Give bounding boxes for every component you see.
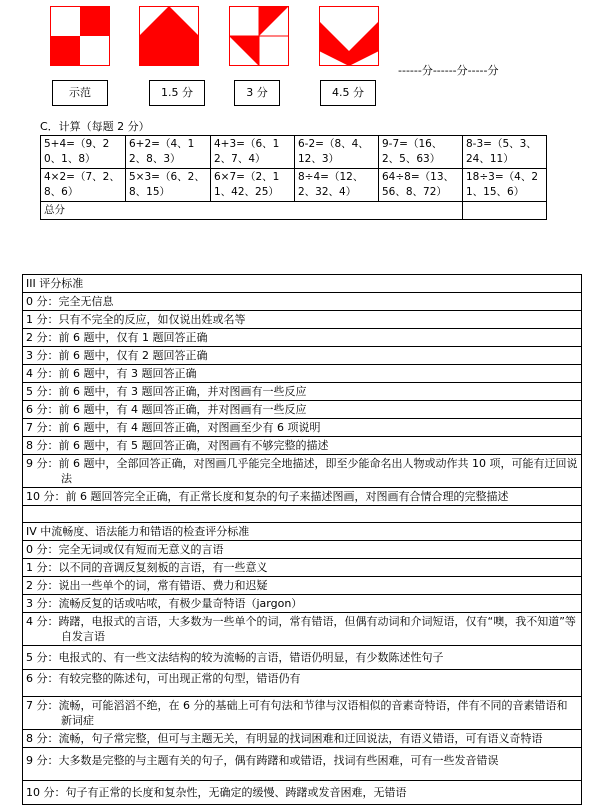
rubric3-item: 5 分：前 6 题中，有 3 题回答正确，并对图画有一些反应 xyxy=(23,383,582,401)
rubric4-item: 2 分：说出一些单个的词，常有错语、费力和迟疑 xyxy=(23,577,582,595)
score-blank-line: ------分------分-----分 xyxy=(398,64,499,77)
label-1-5: 1.5 分 xyxy=(149,80,205,106)
rubric4-item: 1 分：以不同的音调反复刻板的言语，有一些意义 xyxy=(23,559,582,577)
calc-cell: 9-7=（16、2、5、63） xyxy=(379,136,463,169)
calc-cell: 8-3=（5、3、24、11） xyxy=(463,136,547,169)
label-demo: 示范 xyxy=(52,80,108,106)
section-c-title: C．计算（每题 2 分） xyxy=(40,120,150,133)
calc-cell: 6+2=（4、12、8、3） xyxy=(126,136,211,169)
calc-cell: 4×2=（7、2、8、6） xyxy=(41,169,126,202)
calc-cell: 18÷3=（4、21、15、6） xyxy=(463,169,547,202)
table-row xyxy=(41,136,547,169)
rubric3-title: III 评分标准 xyxy=(23,275,582,293)
rubric4-item: 3 分：流畅反复的话或咕哝，有极少量奇特语（jargon） xyxy=(23,595,582,613)
figure-3 xyxy=(229,6,289,66)
figure-4-5 xyxy=(319,6,379,66)
spacer-row xyxy=(23,506,582,523)
rubric4-item: 9 分：大多数是完整的与主题有关的句子，偶有踌躇和或错语，找词有些困难，可有一些发音错误 xyxy=(23,748,582,781)
rubric4-item: 0 分：完全无词或仅有短而无意义的言语 xyxy=(23,541,582,559)
rubric4-item: 4 分：踌躇，电报式的言语，大多数为一些单个的词，常有错语，但偶有动词和介词短语，仅有“噢，我不知道”等自发言语 xyxy=(23,613,582,646)
calc-cell: 64÷8=（13、56、8、72） xyxy=(379,169,463,202)
rubric3-item: 10 分：前 6 题回答完全正确，有正常长度和复杂的句子来描述图画，对图画有合情合理的完整描述 xyxy=(23,488,582,506)
rubric3-item: 0 分：完全无信息 xyxy=(23,293,582,311)
rubric3-item: 9 分：前 6 题中，全部回答正确，对图画几乎能完全地描述，即至少能命名出人物或动作共 10 项，可能有迂回说法 xyxy=(23,455,582,488)
calc-cell: 5+4=（9、20、1、8） xyxy=(41,136,126,169)
rubric4-item: 7 分：流畅，可能滔滔不绝，在 6 分的基础上可有句法和节律与汉语相似的音素奇特语，伴有不同的音素错语和新词症 xyxy=(23,697,582,730)
rubric4-item: 8 分：流畅，句子常完整，但可与主题无关，有明显的找词困难和迂回说法，有语义错语，可有语义奇特语 xyxy=(23,730,582,748)
table-row xyxy=(41,169,547,202)
rubric4-item: 6 分：有较完整的陈述句，可出现正常的句型，错语仍有 xyxy=(23,670,582,697)
rubric3-item: 3 分：前 6 题中，仅有 2 题回答正确 xyxy=(23,347,582,365)
rubric4-item: 10 分：句子有正常的长度和复杂性，无确定的缓慢、踌躇或发音困难，无错语 xyxy=(23,781,582,805)
rubric3-item: 1 分：只有不完全的反应，如仅说出姓或名等 xyxy=(23,311,582,329)
total-label: 总分 xyxy=(41,202,463,220)
rubric-table xyxy=(22,274,582,805)
figure-1-5 xyxy=(139,6,199,66)
calc-cell: 4+3=（6、12、7、4） xyxy=(211,136,295,169)
label-3: 3 分 xyxy=(234,80,280,106)
rubric3-item: 6 分：前 6 题中，有 4 题回答正确，并对图画有一些反应 xyxy=(23,401,582,419)
rubric4-item: 5 分：电报式的、有一些文法结构的较为流畅的言语，错语仍明显，有少数陈述性句子 xyxy=(23,646,582,670)
rubric3-item: 4 分：前 6 题中，有 3 题回答正确 xyxy=(23,365,582,383)
calc-cell: 8÷4=（12、2、32、4） xyxy=(295,169,379,202)
label-4-5: 4.5 分 xyxy=(320,80,376,106)
calc-cell: 6-2=（8、4、12、3） xyxy=(295,136,379,169)
rubric4-title: IV 中流畅度、语法能力和错语的检查评分标准 xyxy=(23,523,582,541)
rubric3-item: 7 分：前 6 题中，有 4 题回答正确，对图画至少有 6 项说明 xyxy=(23,419,582,437)
calc-cell: 6×7=（2、11、42、25） xyxy=(211,169,295,202)
table-row xyxy=(41,202,547,220)
rubric3-item: 2 分：前 6 题中，仅有 1 题回答正确 xyxy=(23,329,582,347)
total-value xyxy=(463,202,547,220)
calc-cell: 5×3=（6、2、8、15） xyxy=(126,169,211,202)
rubric3-item: 8 分：前 6 题中，有 5 题回答正确，对图画有不够完整的描述 xyxy=(23,437,582,455)
figure-demo xyxy=(50,6,110,66)
calc-table xyxy=(40,135,547,220)
